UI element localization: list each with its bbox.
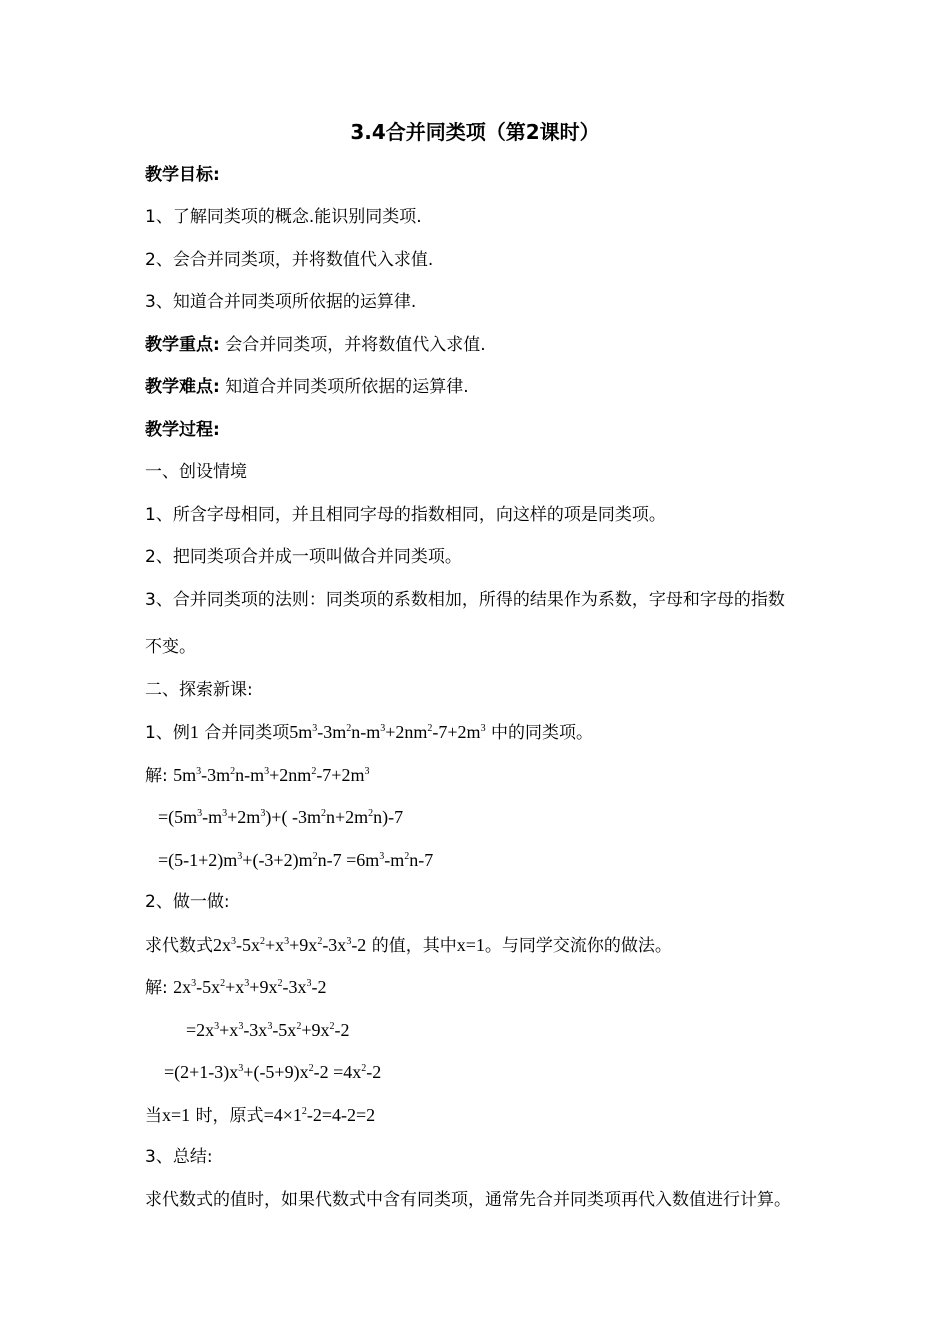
- math-exponent: 2: [277, 978, 283, 989]
- math-term: +2nm: [385, 722, 428, 742]
- math-term: 2x: [213, 935, 231, 955]
- math-exponent: 3: [191, 978, 197, 989]
- math-exponent: 2: [404, 851, 410, 862]
- math-term: -3m: [201, 765, 231, 785]
- math-term: +(-5+9)x: [243, 1062, 309, 1082]
- example2-when-mid: 时，原式: [195, 1106, 264, 1126]
- example2-solution-line-1: [145, 975, 825, 1000]
- example1-mid: 合并同类项: [204, 723, 290, 743]
- example2-solution-label: 解:: [145, 978, 168, 998]
- example1-solution-line-3: [158, 848, 838, 872]
- objective-item-2: 2、会合并同类项，并将数值代入求值.: [145, 250, 434, 270]
- example2-heading: 2、做一做:: [145, 892, 230, 912]
- math-exponent: 3: [312, 723, 318, 734]
- math-term: =(5-1+2)m: [158, 850, 238, 870]
- math-term: 5m: [289, 722, 313, 742]
- example2-solution-line-3: [164, 1060, 844, 1084]
- math-exponent: 3: [196, 766, 202, 777]
- difficulty-text: 知道合并同类项所依据的运算律.: [225, 377, 469, 397]
- example2-solution-line-2: [186, 1018, 866, 1042]
- math-exponent: 2: [308, 1063, 314, 1074]
- math-term: -2: [366, 1062, 382, 1082]
- math-term: +x: [219, 1020, 239, 1040]
- example2-when-condition: x=1: [162, 1105, 191, 1125]
- math-term: n-7: [409, 850, 434, 870]
- objectives-heading: 教学目标:: [145, 165, 220, 185]
- section1-heading: 一、创设情境: [145, 462, 247, 482]
- math-term: -2: [334, 1020, 350, 1040]
- math-exponent: 3: [260, 808, 266, 819]
- math-term: n)-7: [373, 807, 404, 827]
- math-term: +x: [265, 935, 285, 955]
- section1-item-3-continuation: 不变。: [145, 637, 196, 657]
- math-exponent: 2: [320, 808, 326, 819]
- math-term: =4×1: [263, 1105, 302, 1125]
- math-term: =2x: [186, 1020, 215, 1040]
- example1-suffix: 中的同类项。: [490, 723, 593, 743]
- document-title: 3.4合并同类项（第2课时）: [350, 120, 600, 144]
- math-exponent: 3: [284, 936, 290, 947]
- math-term: =(2+1-3)x: [164, 1062, 239, 1082]
- math-exponent: 3: [238, 1063, 244, 1074]
- math-term: )+( -3m: [265, 807, 321, 827]
- key-point-label: 教学重点:: [145, 335, 220, 355]
- math-term: -3m: [317, 722, 347, 742]
- example1-solution-label: 解:: [145, 766, 168, 786]
- math-term: -2 =4x: [313, 1062, 362, 1082]
- math-exponent: 2: [301, 1106, 307, 1117]
- math-term: n-m: [235, 765, 265, 785]
- example1-number: 1: [189, 722, 199, 742]
- math-exponent: 3: [237, 851, 243, 862]
- example2-task-expression: [213, 935, 366, 955]
- example1-solution-line-1: [145, 763, 825, 788]
- math-exponent: 3: [238, 1021, 244, 1032]
- math-exponent: 2: [346, 723, 352, 734]
- math-term: +(-3+2)m: [242, 850, 313, 870]
- math-term: -7+2m: [432, 722, 481, 742]
- example2-task-condition: x=1: [456, 935, 485, 955]
- example1-prefix: 1、例: [145, 723, 190, 743]
- section1-item-2: 2、把同类项合并成一项叫做合并同类项。: [145, 547, 462, 567]
- math-term: +x: [225, 977, 245, 997]
- example2-task-suffix: 。与同学交流你的做法。: [484, 936, 672, 956]
- math-term: -2: [311, 977, 327, 997]
- math-exponent: 2: [230, 766, 236, 777]
- math-term: n+2m: [325, 807, 369, 827]
- math-term: n-m: [351, 722, 381, 742]
- math-exponent: 3: [231, 936, 236, 947]
- section1-item-1: 1、所含字母相同，并且相同字母的指数相同，向这样的项是同类项。: [145, 505, 666, 525]
- math-term: -5x: [272, 1020, 297, 1040]
- section2-heading: 二、探索新课:: [145, 680, 253, 700]
- math-term: =(5m: [158, 807, 198, 827]
- example1-expression: [289, 722, 485, 742]
- math-exponent: 2: [312, 851, 318, 862]
- example2-task-mid: 的值，其中: [371, 936, 457, 956]
- key-point-text: 会合并同类项，并将数值代入求值.: [225, 335, 486, 355]
- difficulty-label: 教学难点:: [145, 377, 220, 397]
- math-term: -m: [202, 807, 223, 827]
- math-exponent: 2: [329, 1021, 335, 1032]
- example1-solution-line-2: [158, 805, 838, 829]
- math-exponent: 3: [197, 808, 203, 819]
- math-exponent: 2: [317, 936, 323, 947]
- objective-item-1: 1、了解同类项的概念.能识别同类项.: [145, 207, 422, 227]
- math-term: +2m: [227, 807, 261, 827]
- summary-text: 求代数式的值时，如果代数式中含有同类项，通常先合并同类项再代入数值进行计算。: [145, 1190, 791, 1210]
- example1-solution-expr-1: [173, 765, 369, 785]
- math-term: -3x: [243, 1020, 268, 1040]
- math-exponent: 2: [368, 808, 374, 819]
- math-exponent: 3: [379, 851, 385, 862]
- math-term: -2=4-2=2: [306, 1105, 376, 1125]
- math-exponent: 2: [427, 723, 433, 734]
- example2-task-prefix: 求代数式: [145, 936, 213, 956]
- math-term: -5x: [236, 935, 260, 955]
- math-term: -2: [351, 935, 367, 955]
- math-exponent: 3: [380, 723, 386, 734]
- example2-evaluation-line: [145, 1103, 825, 1128]
- math-exponent: 2: [220, 978, 226, 989]
- math-term: -3x: [322, 935, 347, 955]
- difficulty-line: [145, 375, 825, 399]
- math-term: +2nm: [269, 765, 312, 785]
- summary-heading: 3、总结:: [145, 1147, 213, 1167]
- math-exponent: 3: [222, 808, 228, 819]
- process-heading: 教学过程:: [145, 420, 220, 440]
- math-exponent: 3: [306, 978, 312, 989]
- example2-when-expression: [264, 1105, 376, 1125]
- math-term: +9x: [289, 935, 318, 955]
- example1-line: [145, 720, 825, 745]
- math-exponent: 3: [346, 936, 352, 947]
- math-term: 5m: [173, 765, 197, 785]
- math-term: -7+2m: [316, 765, 365, 785]
- math-term: +9x: [249, 977, 278, 997]
- math-exponent: 3: [480, 723, 486, 734]
- example2-task-line: [145, 933, 825, 958]
- example2-when-prefix: 当: [145, 1106, 162, 1126]
- math-term: +9x: [301, 1020, 330, 1040]
- math-term: 2x: [173, 977, 192, 997]
- section1-item-3: 3、合并同类项的法则：同类项的系数相加，所得的结果作为系数，字母和字母的指数: [145, 590, 785, 610]
- math-term: n-7 =6m: [317, 850, 380, 870]
- math-exponent: 3: [364, 766, 370, 777]
- math-term: -3x: [282, 977, 307, 997]
- math-exponent: 3: [214, 1021, 220, 1032]
- math-exponent: 2: [260, 936, 265, 947]
- example2-solution-expr-1: [173, 977, 326, 997]
- math-exponent: 3: [244, 978, 250, 989]
- math-exponent: 2: [296, 1021, 302, 1032]
- math-exponent: 3: [267, 1021, 273, 1032]
- math-exponent: 2: [361, 1063, 367, 1074]
- math-term: -m: [384, 850, 405, 870]
- math-exponent: 2: [311, 766, 317, 777]
- math-term: -5x: [196, 977, 221, 997]
- objective-item-3: 3、知道合并同类项所依据的运算律.: [145, 292, 417, 312]
- math-exponent: 3: [264, 766, 270, 777]
- key-point-line: [145, 333, 825, 357]
